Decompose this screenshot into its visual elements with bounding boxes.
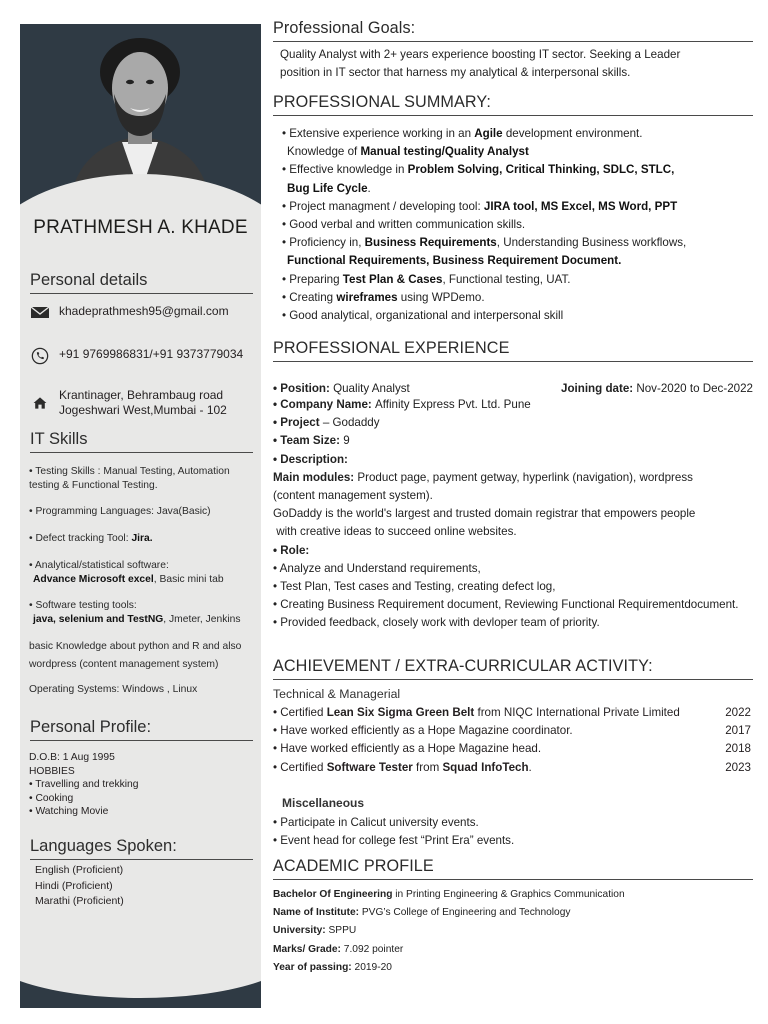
achievement-row: • Have worked efficiently as a Hope Magazine coordinator. 2017	[273, 724, 751, 737]
achievement-row: • Certified Lean Six Sigma Green Belt from NIQC International Private Limited 2022	[273, 706, 751, 719]
academic-marks: Marks/ Grade: 7.092 pointer	[273, 943, 404, 955]
skill-software-rest: , Jmeter, Jenkins	[163, 613, 241, 625]
academic-year: Year of passing: 2019-20	[273, 961, 392, 973]
languages-heading: Languages Spoken:	[30, 837, 253, 860]
dob: D.O.B: 1 Aug 1995	[29, 752, 115, 763]
skill-testing-line-1: • Testing Skills : Manual Testing, Automation	[29, 466, 230, 477]
achievement-year: 2022	[725, 706, 751, 719]
exp-joining-date: Joining date: Nov-2020 to Dec-2022	[561, 382, 754, 395]
skill-analytical-line-1: • Analytical/statistical software:	[29, 560, 169, 571]
hobby-item: • Travelling and trekking	[29, 779, 139, 791]
exp-position: • Position: Quality Analyst	[273, 382, 410, 395]
professional-summary-list	[282, 125, 686, 325]
skill-analytical	[29, 559, 257, 586]
professional-goals-heading: Professional Goals:	[273, 19, 753, 42]
skill-os: Operating Systems: Windows , Linux	[29, 684, 198, 695]
exp-godaddy-2: with creative ideas to succeed online websites.	[273, 525, 517, 538]
email-text[interactable]: khadeprathmesh95@gmail.com	[59, 304, 229, 318]
hobby-item: • Watching Movie	[29, 806, 109, 818]
exp-role-label: • Role:	[273, 544, 310, 557]
it-skills-heading: IT Skills	[30, 430, 253, 453]
skill-testing	[29, 465, 257, 492]
hobbies-label: HOBBIES	[29, 765, 75, 777]
academic-institute: Name of Institute: PVG’s College of Engineering and Technology	[273, 907, 571, 919]
achievement-row: • Have worked efficiently as a Hope Magazine head. 2018	[273, 742, 751, 755]
hobby-item: • Cooking	[29, 792, 74, 804]
goals-line-2: position in IT sector that harness my analytical & interpersonal skills.	[280, 66, 631, 80]
summary-item: Knowledge of Manual testing/Quality Analyst	[287, 145, 529, 159]
exp-role-item: • Creating Business Requirement document, Reviewing Functional Requirementdocument.	[273, 598, 739, 611]
summary-item: • Effective knowledge in Problem Solving, Critical Thinking, SDLC, STLC,	[282, 163, 675, 177]
summary-item: • Preparing Test Plan & Cases, Functional testing, UAT.	[282, 272, 571, 286]
goals-line-1: Quality Analyst with 2+ years experience boosting IT sector. Seeking a Leader	[280, 48, 681, 61]
email-row[interactable]	[30, 304, 255, 320]
skill-basic-knowledge	[29, 638, 257, 674]
phone-icon	[30, 347, 50, 365]
personal-profile-list	[29, 751, 257, 819]
achievement-year: 2017	[725, 724, 751, 737]
skill-software-testing	[29, 599, 257, 626]
skill-programming: • Programming Languages: Java(Basic)	[29, 506, 211, 517]
misc-item: • Participate in Calicut university events.	[273, 816, 479, 829]
professional-experience-heading: PROFESSIONAL EXPERIENCE	[273, 339, 753, 362]
sidebar	[20, 24, 261, 1008]
exp-project: • Project – Godaddy	[273, 416, 380, 429]
summary-item: Bug Life Cycle.	[287, 181, 371, 195]
languages-list	[35, 863, 235, 910]
achievement-year: 2023	[725, 761, 751, 774]
miscellaneous-heading: Miscellaneous	[282, 796, 365, 810]
academic-university: University: SPPU	[273, 925, 357, 937]
academic-degree: Bachelor Of Engineering in Printing Engineering & Graphics Communication	[273, 889, 625, 900]
summary-item: • Creating wireframes using WPDemo.	[282, 290, 485, 304]
personal-details-heading: Personal details	[30, 271, 253, 294]
exp-modules-cont: (content management system).	[273, 489, 433, 502]
summary-item: • Good analytical, organizational and interpersonal skill	[282, 309, 564, 323]
achievement-row: • Certified Software Tester from Squad InfoTech. 2023	[273, 761, 751, 774]
exp-role-item: • Provided feedback, closely work with devloper team of priority.	[273, 616, 600, 629]
academic-profile-heading: ACADEMIC PROFILE	[273, 857, 753, 880]
skill-basic-line-2: wordpress (content management system)	[29, 659, 219, 670]
professional-goals-text	[280, 46, 680, 82]
skill-defect-tracking	[29, 532, 257, 546]
address-line-1: Krantinager, Behrambaug road	[59, 388, 224, 402]
summary-item: • Good verbal and written communication skills.	[282, 218, 526, 232]
skill-software-line-1: • Software testing tools:	[29, 600, 137, 611]
achievement-heading: ACHIEVEMENT / EXTRA-CURRICULAR ACTIVITY:	[273, 657, 753, 680]
address-line-2: Jogeshwari West,Mumbai - 102	[59, 403, 227, 417]
skill-defect-label: • Defect tracking Tool:	[29, 533, 132, 544]
footer-curve-divider	[20, 948, 261, 998]
exp-modules: Main modules: Product page, payment getway, hyperlink (navigation), wordpress	[273, 471, 693, 484]
skill-defect-tool: Jira.	[131, 533, 153, 544]
personal-profile-heading: Personal Profile:	[30, 718, 253, 741]
exp-team-size: • Team Size: 9	[273, 434, 350, 447]
skill-analytical-bold: Advance Microsoft excel	[33, 573, 154, 585]
misc-item: • Event head for college fest “Print Era” events.	[273, 834, 515, 847]
phone-text[interactable]: +91 9769986831/+91 9373779034	[59, 347, 244, 361]
exp-role-item: • Test Plan, Test cases and Testing, creating defect log,	[273, 580, 556, 593]
skill-testing-line-2: testing & Functional Testing.	[29, 479, 158, 491]
achievement-year: 2018	[725, 742, 751, 755]
language-item: Hindi (Proficient)	[35, 879, 113, 892]
language-item: English (Proficient)	[35, 864, 124, 876]
summary-item: Functional Requirements, Business Requirement Document.	[287, 254, 622, 268]
summary-item: • Proficiency in, Business Requirements, Understanding Business workflows,	[282, 236, 687, 250]
professional-summary-heading: PROFESSIONAL SUMMARY:	[273, 93, 753, 116]
phone-row[interactable]	[30, 347, 255, 365]
exp-company: • Company Name: Affinity Express Pvt. Ltd. Pune	[273, 398, 531, 411]
home-icon	[30, 395, 50, 411]
academic-profile-details	[273, 886, 625, 977]
mail-icon	[30, 304, 50, 320]
skill-analytical-rest: , Basic mini tab	[153, 573, 224, 585]
exp-description-label: • Description:	[273, 453, 348, 466]
exp-role-item: • Analyze and Understand requirements,	[273, 562, 481, 575]
exp-godaddy-1: GoDaddy is the world's largest and trusted domain registrar that empowers people	[273, 507, 696, 520]
address-row	[30, 388, 255, 418]
skill-software-bold: java, selenium and TestNG	[33, 613, 164, 625]
skill-basic-line-1: basic Knowledge about python and R and also	[29, 641, 242, 652]
summary-item: • Project managment / developing tool: JIRA tool, MS Excel, MS Word, PPT	[282, 199, 678, 213]
technical-managerial-heading: Technical & Managerial	[273, 687, 401, 701]
language-item: Marathi (Proficient)	[35, 895, 124, 908]
candidate-name: PRATHMESH A. KHADE	[33, 217, 248, 238]
summary-item: • Extensive experience working in an Agile development environment.	[282, 127, 643, 140]
